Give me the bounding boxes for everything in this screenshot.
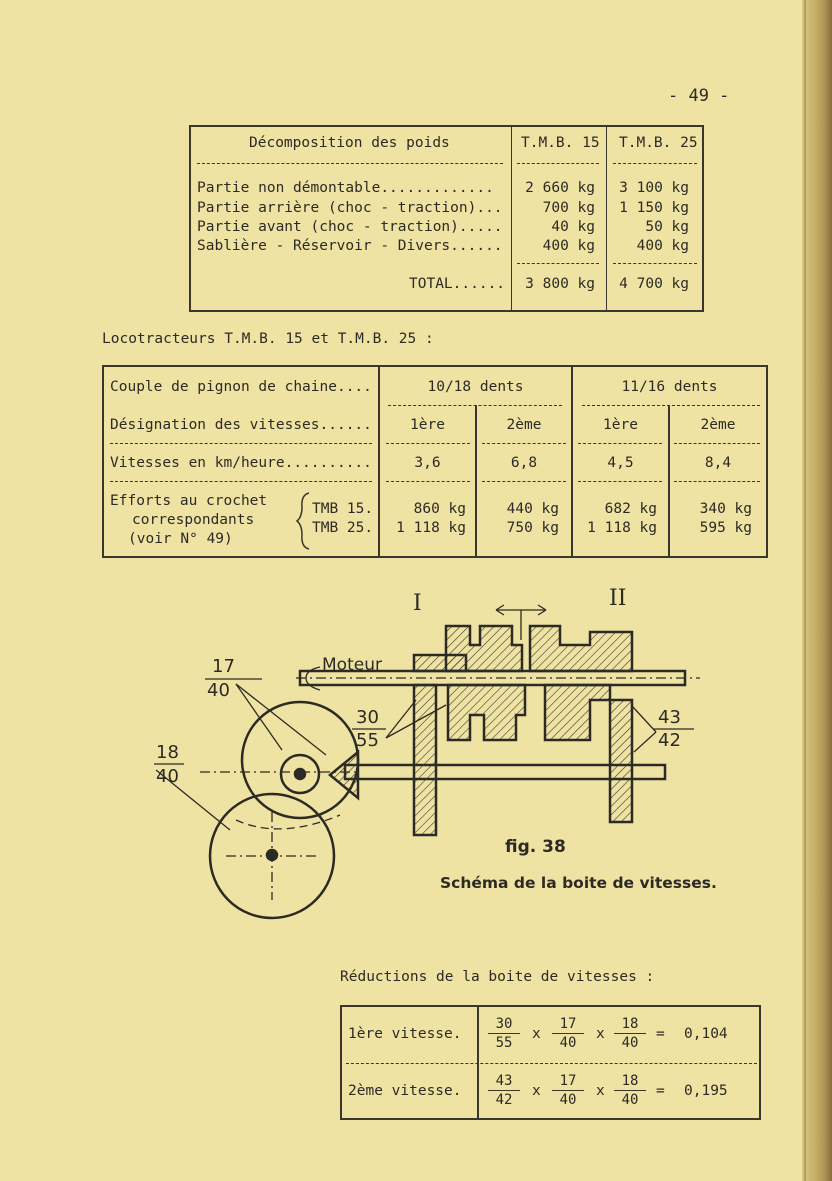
weights-row-v1: 40 kg: [551, 219, 595, 235]
speeds-row1-label: Couple de pignon de chaine....: [110, 379, 372, 395]
equals-sign: =: [656, 1026, 665, 1042]
multiply-sign: x: [596, 1083, 605, 1099]
gear-hatched: [448, 685, 525, 740]
speeds-row4-label-3: (voir N° 49): [128, 531, 233, 547]
speeds-row4-label-2: correspondants: [132, 512, 255, 528]
speeds-caption: Locotracteurs T.M.B. 15 et T.M.B. 25 :: [102, 331, 434, 347]
speeds-row3-label: Vitesses en km/heure..........: [110, 455, 372, 471]
reduction-row-label: 2ème vitesse.: [348, 1083, 462, 1099]
fraction: $\frac{17}{40}$: [552, 1073, 584, 1108]
speeds-cell: 340 kg: [699, 501, 752, 517]
speeds-cell: 595 kg: [699, 520, 752, 536]
weights-total-v2: 4 700 kg: [619, 276, 689, 292]
bevel-gear: [330, 752, 358, 798]
ratio-18: 18: [156, 742, 179, 763]
weights-header-tmb25: T.M.B. 25: [619, 135, 698, 151]
page-number: - 49 -: [668, 86, 730, 106]
speeds-cell: 1 118 kg: [396, 520, 466, 536]
gear-hatched: [530, 626, 632, 671]
reduction-result: 0,104: [684, 1026, 728, 1042]
speeds-cell: 2ème: [700, 417, 736, 433]
multiply-sign: x: [532, 1083, 541, 1099]
speeds-sub-tmb15: TMB 15.: [312, 501, 374, 517]
weights-row-v1: 700 kg: [542, 200, 595, 216]
ratio-40: 40: [156, 766, 179, 787]
speeds-cell: 8,4: [704, 455, 732, 471]
gear-43-42: [610, 700, 632, 822]
speeds-gear-10-18: 10/18 dents: [427, 379, 524, 395]
reductions-table: [340, 1005, 761, 1120]
motor-label: Moteur: [322, 655, 382, 675]
weights-row-v2: 50 kg: [645, 219, 689, 235]
weights-row-label: Partie non démontable.............: [197, 180, 494, 196]
leader-line: [236, 684, 282, 750]
multiply-sign: x: [596, 1026, 605, 1042]
weights-total-label: TOTAL......: [409, 276, 506, 292]
fig-number: fig. 38: [505, 837, 566, 857]
speeds-cell: 4,5: [607, 455, 634, 471]
leader-line: [386, 700, 416, 738]
speeds-cell: 2ème: [506, 417, 542, 433]
leader-line: [236, 684, 326, 755]
speeds-cell: 1 118 kg: [587, 520, 657, 536]
pinion-center: [295, 769, 305, 779]
fraction: $\frac{43}{42}$: [488, 1073, 520, 1108]
fraction: $\frac{18}{40}$: [614, 1073, 646, 1108]
ratio-30: 30: [356, 707, 379, 728]
weights-row-label: Partie arrière (choc - traction)...: [197, 200, 503, 216]
row-rule: [346, 1063, 757, 1064]
speeds-sub-tmb25: TMB 25.: [312, 520, 374, 536]
gear-hatched: [545, 685, 610, 740]
multiply-sign: x: [532, 1026, 541, 1042]
gear-pair-I: I: [413, 591, 422, 616]
weights-row-label: Partie avant (choc - traction).....: [197, 219, 503, 235]
speeds-cell: 682 kg: [604, 501, 657, 517]
fraction: $\frac{17}{40}$: [552, 1016, 584, 1051]
weights-row-v2: 3 100 kg: [619, 180, 689, 196]
speeds-cell: 750 kg: [506, 520, 559, 536]
leader-line: [634, 732, 656, 752]
weights-total-v1: 3 800 kg: [525, 276, 595, 292]
speeds-cell: 6,8: [510, 455, 538, 471]
fraction: $\frac{30}{55}$: [488, 1016, 520, 1051]
weights-header-label: Décomposition des poids: [249, 135, 450, 151]
weights-row-label: Sablière - Réservoir - Divers......: [197, 238, 503, 254]
speeds-cell: 3,6: [414, 455, 441, 471]
weights-header-tmb15: T.M.B. 15: [521, 135, 600, 151]
speeds-row4-label-1: Efforts au crochet: [110, 493, 268, 509]
gear-pair-II: II: [609, 586, 627, 611]
speeds-cell: 440 kg: [506, 501, 559, 517]
reductions-title: Réductions de la boite de vitesses :: [340, 969, 655, 985]
gear-hatched: [446, 626, 522, 671]
reduction-result: 0,195: [684, 1083, 728, 1099]
speeds-cell: 860 kg: [413, 501, 466, 517]
ratio-55: 55: [356, 730, 379, 751]
ratio-43: 43: [658, 707, 681, 728]
speeds-row2-label: Désignation des vitesses......: [110, 417, 372, 433]
gear-30-55: [414, 685, 436, 835]
fraction: $\frac{18}{40}$: [614, 1016, 646, 1051]
figure-caption: Schéma de la boite de vitesses.: [440, 874, 717, 892]
weights-row-v2: 1 150 kg: [619, 200, 689, 216]
leader-line: [632, 706, 656, 732]
ratio-17: 17: [212, 656, 235, 677]
equals-sign: =: [656, 1083, 665, 1099]
speeds-cell: 1ère: [603, 417, 638, 433]
reduction-row-label: 1ère vitesse.: [348, 1026, 462, 1042]
ratio-40: 40: [207, 680, 230, 701]
ratio-42: 42: [658, 730, 681, 751]
weights-row-v1: 400 kg: [542, 238, 595, 254]
weights-row-v1: 2 660 kg: [525, 180, 595, 196]
speeds-gear-11-16: 11/16 dents: [621, 379, 718, 395]
weights-row-v2: 400 kg: [636, 238, 689, 254]
speeds-cell: 1ère: [410, 417, 445, 433]
